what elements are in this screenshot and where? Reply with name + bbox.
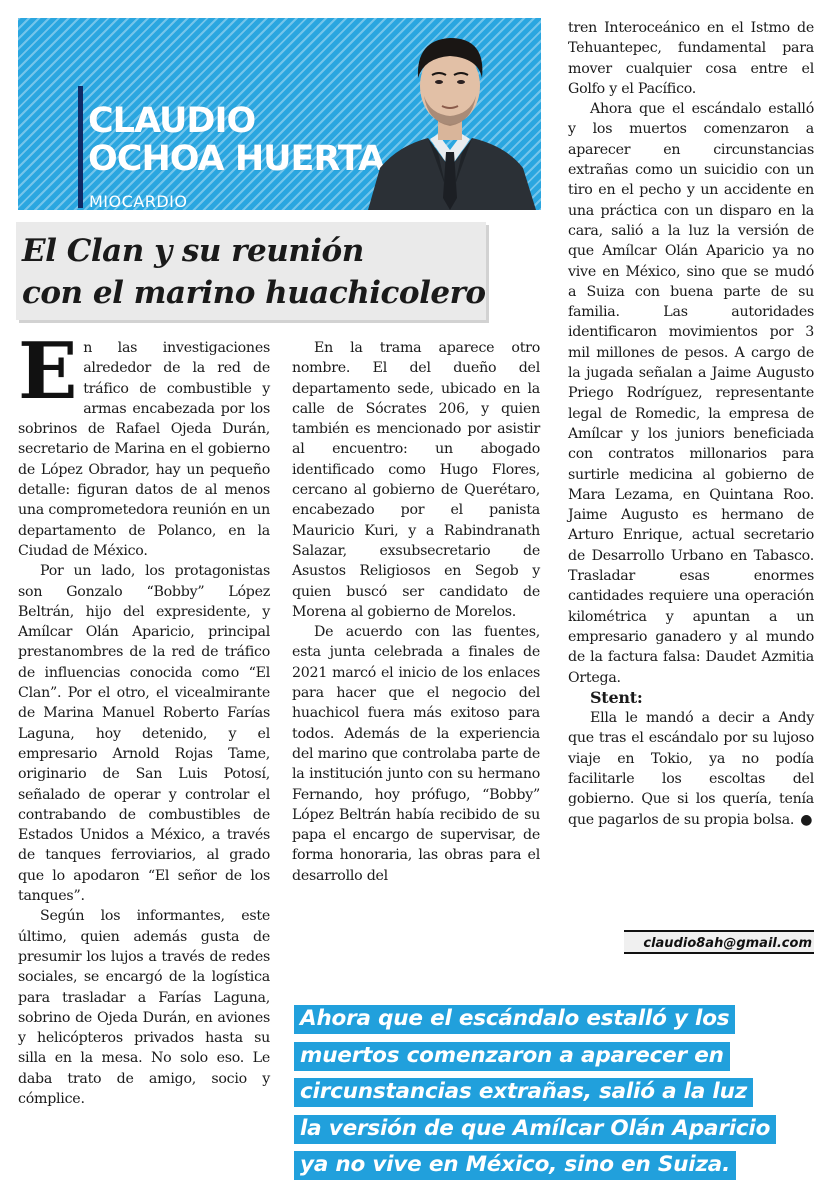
paragraph: tren Interoceánico en el Istmo de Tehuantepec, fundamental para mover cualquier cosa entre el Golfo y el Pacífico. [568, 20, 814, 97]
paragraph: De acuerdo con las fuentes, esta junta celebrada a finales de 2021 marcó el inicio de los enlaces para hacer que el negocio del huachicol fuera más exitoso para todos. Además de la experiencia del marino que controlaba parte de la institución junto con su hermano Fernando, hoy prófugo, “Bobby” López Beltrán había recibido de su papa el encargo de supervisar, de forma honoraria, las obras para el desarrollo del [292, 624, 540, 884]
paragraph-text: Ella le mandó a decir a Andy que tras el escándalo por su lujoso viaje en Tokio, ya no podía facilitarle los escoltas del gobierno. Que si los quería, tenía que pagarlos de su propia bolsa. [568, 710, 814, 828]
author-name-line1: CLAUDIO [88, 101, 256, 141]
pull-quote [294, 1001, 814, 1184]
article-column-1 [18, 326, 270, 1109]
paragraph: En la trama aparece otro nombre. El del dueño del departamento sede, ubicado en la calle de Sócrates 206, y quien también es mencionado por asistir al encuentro: un abogado identificado como Hugo Flores, cercano al gobierno de Querétaro, encabezado por el panista Mauricio Kuri, y a Rabindranath Salazar, exsubsecretario de Asustos Religiosos en Segob y quien buscó ser candidato de Morena al gobierno de Morelos. [292, 340, 540, 620]
headline-line2: con el marino huachicolero [22, 275, 486, 311]
section-subhead: Stent: [590, 687, 643, 707]
author-email-box [624, 930, 814, 954]
drop-cap: E [18, 326, 78, 417]
paragraph [568, 708, 814, 830]
article-headline [22, 230, 492, 314]
author-portrait [358, 18, 541, 210]
paragraph-text: n las investigaciones alrededor de la red de tráfico de combustible y armas encabezada por los sobrinos de Rafael Ojeda Durán, secretario de Marina en el gobierno de López Obrador, hay un pequeño detalle: figuran datos de al menos una comprometedora reunión en un departamento de Polanco, en la Ciudad de México. [18, 340, 270, 559]
pull-quote-line: la versión de que Amílcar Olán Aparicio [294, 1111, 814, 1148]
columnist-banner [18, 18, 541, 210]
paragraph: Según los informantes, este último, quien además gusta de presumir los lujos a través de redes sociales, se encargó de la logística para trasladar a Farías Laguna, sobrino de Ojeda Durán, en aviones y helicópteros privados hasta su silla en la mesa. No solo eso. Le daba trato de amigo, socio y cómplice. [18, 908, 270, 1107]
headline-line1: El Clan y su reunión [22, 233, 364, 269]
paragraph: Ahora que el escándalo estalló y los muertos comenzaron a aparecer en circunstancias extrañas como un suicidio con un tiro en el pecho y un accidente en una práctica con un disparo en la cara, salió a la luz la versión de que Amílcar Olán Aparicio ya no vive en México, sino que se mudó a Suiza con buena parte de su familia. Las autoridades identificaron movimientos por 3 mil millones de pesos. A cargo de la jugada señalan a Jaime Augusto Priego Rodríguez, representante legal de Romedic, la empresa de Amílcar y los juniors beneficiada con contratos millonarios para surtirle medicina al gobierno de Mara Lezama, en Quintana Roo. Jaime Augusto es hermano de Arturo Enrique, actual secretario de Desarrollo Urbano en Tabasco. Trasladar esas enormes cantidades requiere una operación kilométrica y apuntan a un empresario ganadero y al mundo de la factura falsa: Daudet Azmitia Ortega. [568, 101, 814, 686]
pull-quote-line: Ahora que el escándalo estalló y los [294, 1001, 814, 1038]
paragraph [18, 326, 270, 561]
author-name [88, 102, 388, 178]
end-mark-icon: ● [800, 811, 813, 828]
author-email: claudio8ah@gmail.com [643, 936, 812, 951]
pull-quote-line: circunstancias extrañas, salió a la luz [294, 1074, 814, 1111]
pull-quote-line: ya no vive en México, sino en Suiza. [294, 1147, 814, 1184]
article-column-3 [568, 18, 814, 830]
column-section-name: MIOCARDIO [89, 192, 188, 210]
paragraph: Por un lado, los protagonistas son Gonzalo “Bobby” López Beltrán, hijo del expresidente, y Amílcar Olán Aparicio, principal prestanombres de la red de tráfico de influencias conocida como “El Clan”. Por el otro, el vicealmirante de Marina Manuel Roberto Farías Laguna, hoy detenido, y el empresario Arnold Rojas Tame, originario de San Luis Potosí, señalado de operar y controlar el contrabando de combustibles de Estados Unidos a México, a través de tanques ferroviarios, al grado que lo apodaron “El señor de los tanques”. [18, 563, 270, 905]
banner-accent-line [78, 86, 83, 208]
pull-quote-line: muertos comenzaron a aparecer en [294, 1038, 814, 1075]
author-name-line2: OCHOA HUERTA [88, 139, 385, 179]
article-column-2 [292, 338, 540, 886]
